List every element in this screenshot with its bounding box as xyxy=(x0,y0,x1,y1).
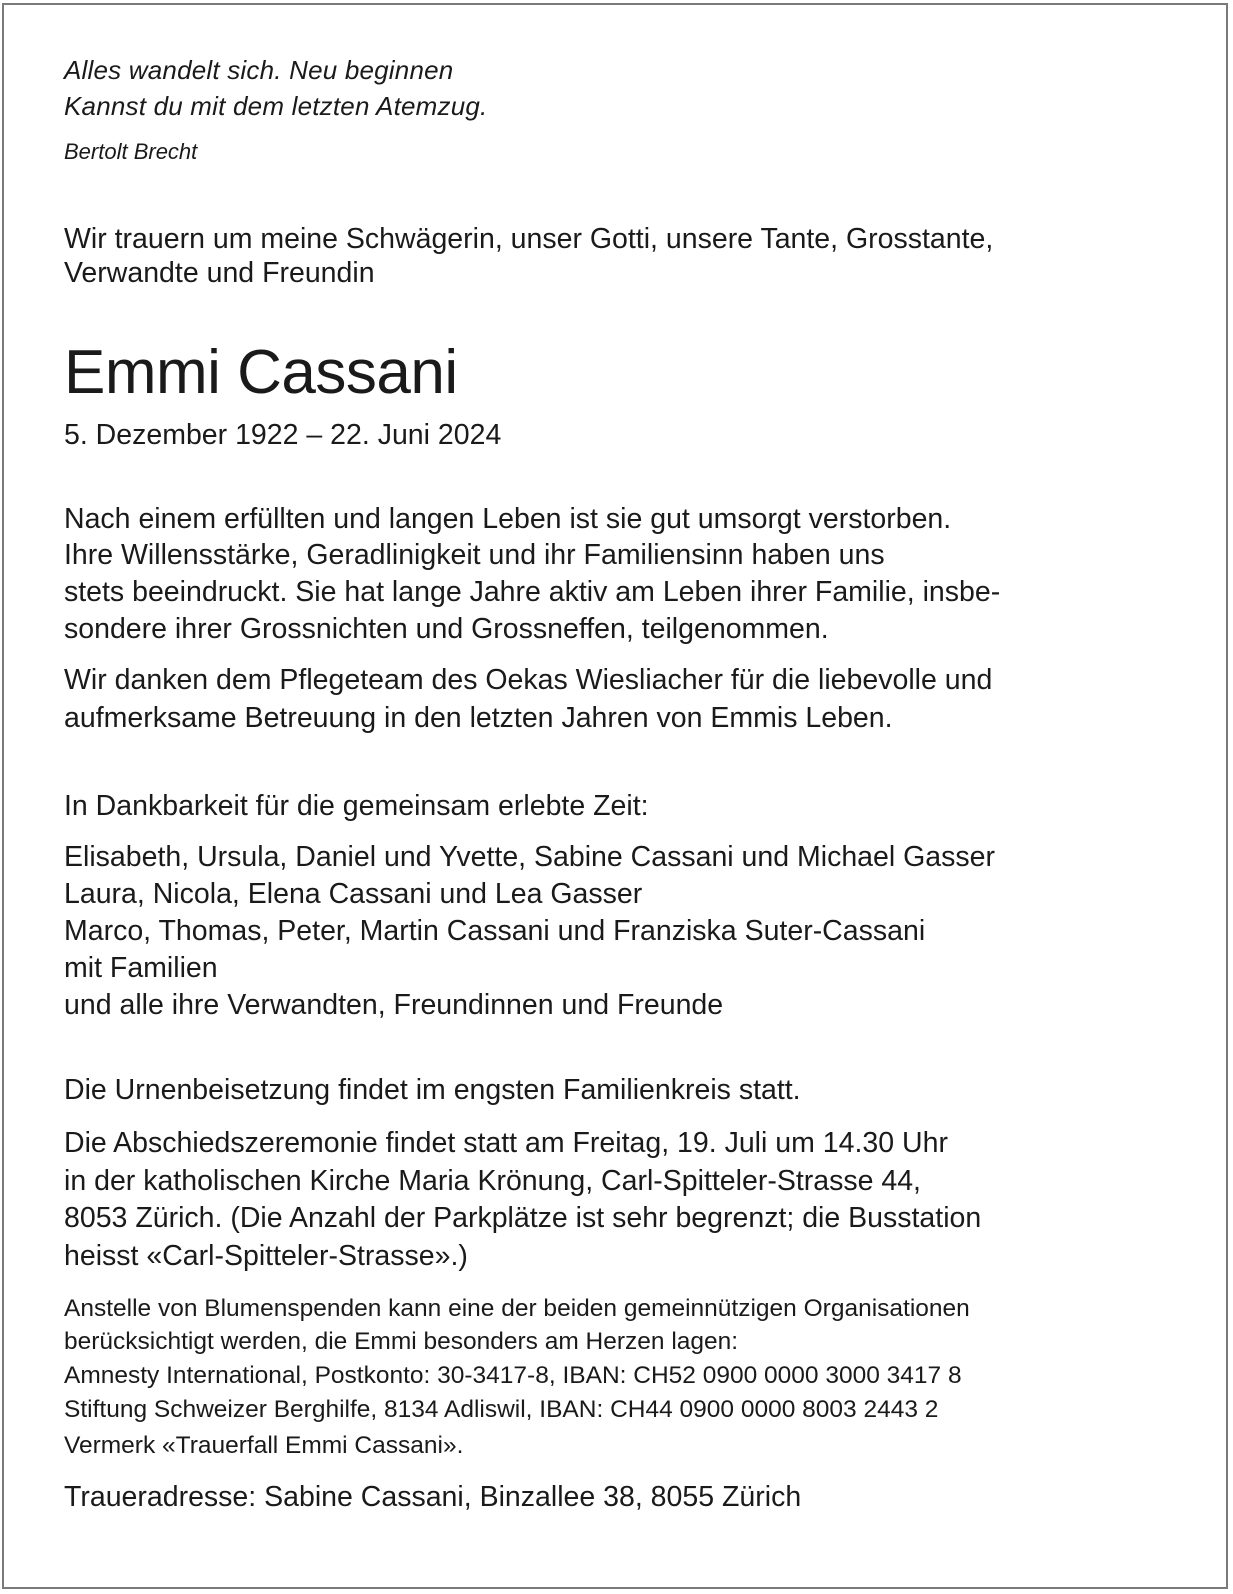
mourner-line: mit Familien xyxy=(64,952,218,984)
thanks-line: aufmerksame Betreuung in den letzten Jahren von Emmis Leben. xyxy=(64,702,893,734)
quote-line: Alles wandelt sich. Neu beginnen xyxy=(64,55,454,85)
donation-line: Amnesty International, Postkonto: 30-3417-8, IBAN: CH52 0900 0000 3000 3417 8 xyxy=(64,1362,962,1389)
farewell-line: in der katholischen Kirche Maria Krönung, Carl-Spitteler-Strasse 44, xyxy=(64,1165,921,1197)
quote-line: Kannst du mit dem letzten Atemzug. xyxy=(64,91,488,121)
farewell-line: heisst «Carl-Spitteler-Strasse».) xyxy=(64,1240,468,1272)
intro-line: Verwandte und Freundin xyxy=(64,257,375,289)
donation-line: Stiftung Schweizer Berghilfe, 8134 Adliswil, IBAN: CH44 0900 0000 8003 2443 2 xyxy=(64,1396,939,1423)
tribute-line: sondere ihrer Grossnichten und Grossneffen, teilgenommen. xyxy=(64,613,829,645)
farewell-line: Die Abschiedszeremonie findet statt am Freitag, 19. Juli um 14.30 Uhr xyxy=(64,1127,948,1159)
tribute-line: Ihre Willensstärke, Geradlinigkeit und ihr Familiensinn haben uns xyxy=(64,539,885,571)
donation-line: berücksichtigt werden, die Emmi besonders am Herzen lagen: xyxy=(64,1328,739,1355)
quote-author: Bertolt Brecht xyxy=(64,139,198,164)
mourner-line: Marco, Thomas, Peter, Martin Cassani und Franziska Suter-Cassani xyxy=(64,915,926,947)
mourner-line: Laura, Nicola, Elena Cassani und Lea Gasser xyxy=(64,878,643,910)
donation-line: Anstelle von Blumenspenden kann eine der beiden gemeinnützigen Organisationen xyxy=(64,1295,970,1322)
thanks-line: Wir danken dem Pflegeteam des Oekas Wiesliacher für die liebevolle und xyxy=(64,664,993,696)
mourner-line: Elisabeth, Ursula, Daniel und Yvette, Sabine Cassani und Michael Gasser xyxy=(64,841,995,873)
intro-line: Wir trauern um meine Schwägerin, unser Gotti, unsere Tante, Grosstante, xyxy=(64,223,994,255)
burial-info: Die Urnenbeisetzung findet im engsten Familienkreis statt. xyxy=(64,1074,801,1106)
life-dates: 5. Dezember 1922 – 22. Juni 2024 xyxy=(64,419,502,451)
mourners-heading: In Dankbarkeit für die gemeinsam erlebte Zeit: xyxy=(64,790,649,822)
tribute-line: Nach einem erfüllten und langen Leben ist sie gut umsorgt verstorben. xyxy=(64,503,952,535)
deceased-name: Emmi Cassani xyxy=(64,338,458,407)
mourning-address: Traueradresse: Sabine Cassani, Binzallee 38, 8055 Zürich xyxy=(64,1481,802,1513)
farewell-line: 8053 Zürich. (Die Anzahl der Parkplätze ist sehr begrenzt; die Busstation xyxy=(64,1202,982,1234)
tribute-line: stets beeindruckt. Sie hat lange Jahre aktiv am Leben ihrer Familie, insbe- xyxy=(64,576,1001,608)
donation-note: Vermerk «Trauerfall Emmi Cassani». xyxy=(64,1432,464,1459)
mourner-line: und alle ihre Verwandten, Freundinnen und Freunde xyxy=(64,989,724,1021)
